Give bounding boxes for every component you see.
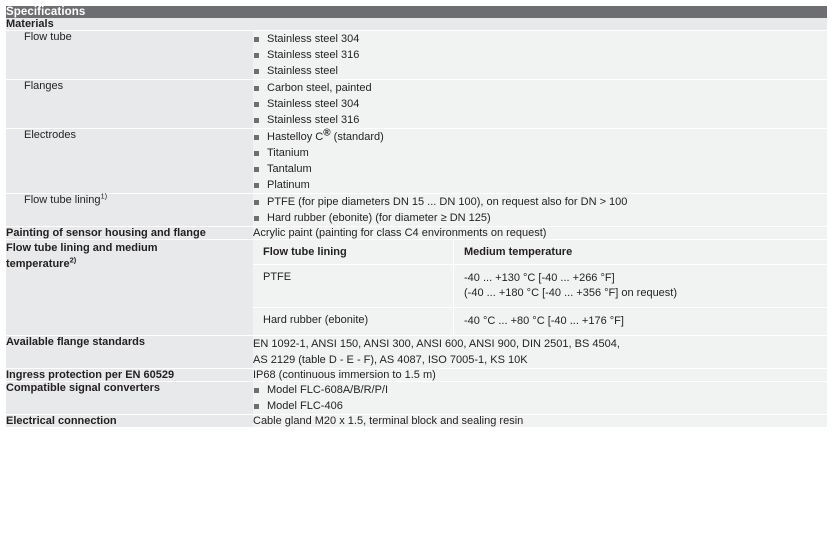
bullet-list — [253, 194, 827, 226]
temperature-line1: -40 °C ... +80 °C [-40 ... +176 °F] — [464, 315, 624, 327]
list-item: Hard rubber (ebonite) (for diameter ≥ DN 125) — [253, 210, 827, 226]
row-value-lining-medium-temperature — [253, 240, 827, 336]
list-item: Hastelloy C® (standard) — [253, 129, 827, 145]
specifications-title: Specifications — [6, 6, 827, 18]
table-row — [6, 227, 827, 240]
section-header-materials — [6, 18, 827, 31]
table-row — [6, 415, 827, 428]
row-value-ingress-protection: IP68 (continuous immersion to 1.5 m) — [253, 369, 827, 382]
table-row — [6, 240, 827, 336]
row-value-flange-standards — [253, 336, 827, 369]
row-value-electrodes — [253, 129, 827, 194]
section-title-materials: Materials — [6, 18, 827, 31]
table-row — [253, 308, 827, 336]
row-label-compatible-signal-converters: Compatible signal converters — [6, 382, 253, 415]
row-value-electrical-connection: Cable gland M20 x 1.5, terminal block and sealing resin — [253, 415, 827, 428]
cell-lining-hard-rubber: Hard rubber (ebonite) — [253, 308, 454, 336]
lining-temperature-table — [253, 240, 827, 335]
row-value-painting: Acrylic paint (painting for class C4 environments on request) — [253, 227, 827, 240]
list-item: PTFE (for pipe diameters DN 15 ... DN 100), on request also for DN > 100 — [253, 194, 827, 210]
row-value-compatible-signal-converters — [253, 382, 827, 415]
footnote-marker-2: 2) — [69, 255, 77, 265]
bullet-list — [253, 382, 827, 414]
bullet-list — [253, 129, 827, 193]
row-value-flow-tube-lining — [253, 194, 827, 227]
temperature-line2: (-40 ... +180 °C [-40 ... +356 °F] on request) — [464, 287, 678, 299]
row-label-flow-tube: Flow tube — [6, 31, 253, 80]
temperature-line1: -40 ... +130 °C [-40 ... +266 °F] — [464, 272, 615, 284]
row-label-text: Flow tube lining — [24, 194, 101, 206]
table-row — [6, 31, 827, 80]
cell-temperature-hard-rubber — [454, 308, 828, 336]
list-item: Stainless steel 304 — [253, 96, 827, 112]
row-label-flange-standards: Available flange standards — [6, 336, 253, 369]
column-header-medium-temperature: Medium temperature — [454, 240, 828, 265]
table-row — [6, 194, 827, 227]
cell-lining-ptfe: PTFE — [253, 265, 454, 308]
specifications-table — [6, 6, 827, 428]
row-label-line2-text: temperature — [6, 258, 70, 270]
list-item: Platinum — [253, 177, 827, 193]
table-header-row — [6, 6, 827, 18]
row-label-line1: Flow tube lining and medium — [6, 242, 158, 254]
list-item: Stainless steel — [253, 63, 827, 79]
table-row — [253, 265, 827, 308]
list-item: Model FLC-406 — [253, 398, 827, 414]
row-value-flanges — [253, 80, 827, 129]
bullet-list — [253, 31, 827, 79]
row-label-flow-tube-lining — [6, 191, 253, 227]
footnote-marker-1: 1) — [100, 191, 108, 201]
row-label-electrical-connection: Electrical connection — [6, 415, 253, 428]
column-header-flow-tube-lining: Flow tube lining — [253, 240, 454, 265]
flange-standards-line2: AS 2129 (table D - E - F), AS 4087, ISO 7005-1, KS 10K — [253, 354, 528, 366]
list-item: Titanium — [253, 145, 827, 161]
row-label-electrodes: Electrodes — [6, 129, 253, 194]
row-label-flanges: Flanges — [6, 80, 253, 129]
list-item: Stainless steel 316 — [253, 47, 827, 63]
list-item: Stainless steel 316 — [253, 112, 827, 128]
list-item: Carbon steel, painted — [253, 80, 827, 96]
list-item: Stainless steel 304 — [253, 31, 827, 47]
table-row — [6, 382, 827, 415]
cell-temperature-ptfe — [454, 265, 828, 308]
table-row — [6, 369, 827, 382]
row-label-line2 — [6, 256, 253, 272]
table-row — [6, 80, 827, 129]
row-label-lining-medium-temperature — [6, 240, 253, 336]
list-item: Tantalum — [253, 161, 827, 177]
table-row — [6, 336, 827, 369]
table-row — [6, 129, 827, 194]
list-item: Model FLC-608A/B/R/P/I — [253, 382, 827, 398]
inner-header-row — [253, 240, 827, 265]
bullet-list — [253, 80, 827, 128]
flange-standards-line1: EN 1092-1, ANSI 150, ANSI 300, ANSI 600, ANSI 900, DIN 2501, BS 4504, — [253, 338, 620, 350]
row-value-flow-tube — [253, 31, 827, 80]
row-label-painting: Painting of sensor housing and flange — [6, 227, 253, 240]
row-label-ingress-protection: Ingress protection per EN 60529 — [6, 369, 253, 382]
